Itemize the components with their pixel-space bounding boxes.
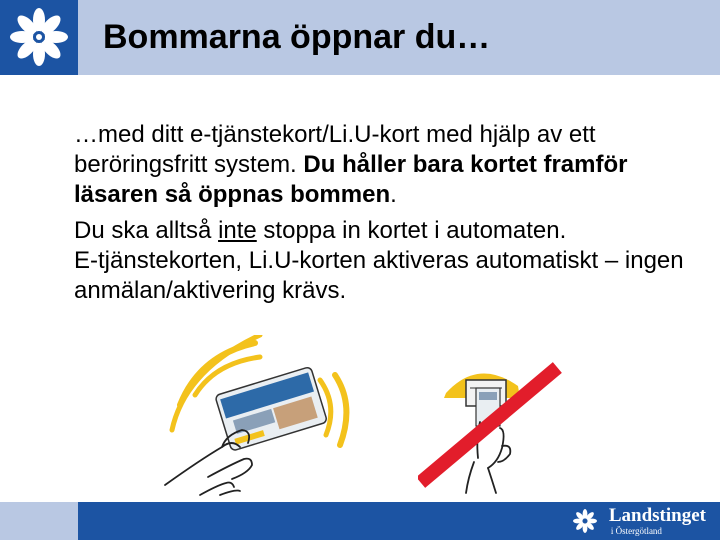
footer-band — [0, 502, 720, 540]
hand-holding-card-near-reader-icon — [160, 335, 360, 500]
header-band — [0, 0, 720, 75]
snowflake-flower-logo-icon — [0, 0, 78, 75]
header-logo — [0, 0, 78, 75]
slide-body — [74, 120, 694, 306]
paragraph-end: . — [390, 181, 397, 208]
footer-brand[interactable] — [572, 506, 706, 536]
paragraph-card-reader — [74, 120, 694, 210]
slide-title: Bommarna öppnar du… — [103, 18, 491, 56]
brand-text — [609, 506, 706, 536]
paragraph-intro: …med ditt e-tjänstekort/Li.U-kort med hjälp av ett beröringsfritt system. — [74, 121, 596, 178]
paragraph-before: Du ska alltså — [74, 217, 219, 244]
paragraph-do-not-insert — [74, 216, 694, 246]
brand-name: Landstinget — [608, 505, 706, 526]
footer-accent — [0, 502, 78, 540]
hand-inserting-card-crossed-out-icon — [418, 358, 568, 498]
paragraph-bold-instruction: Du håller bara kortet framför läsaren så öppnas bommen — [74, 151, 628, 208]
underlined-word: inte — [218, 217, 257, 244]
paragraph-automatic-activation: E-tjänstekorten, Li.U-korten aktiveras automatiskt – ingen anmälan/aktivering krävs. — [74, 247, 684, 304]
brand-subtitle: i Östergötland — [610, 526, 662, 536]
paragraph-after: stoppa in kortet i automaten. — [256, 217, 567, 244]
snowflake-flower-logo-icon — [572, 508, 598, 534]
